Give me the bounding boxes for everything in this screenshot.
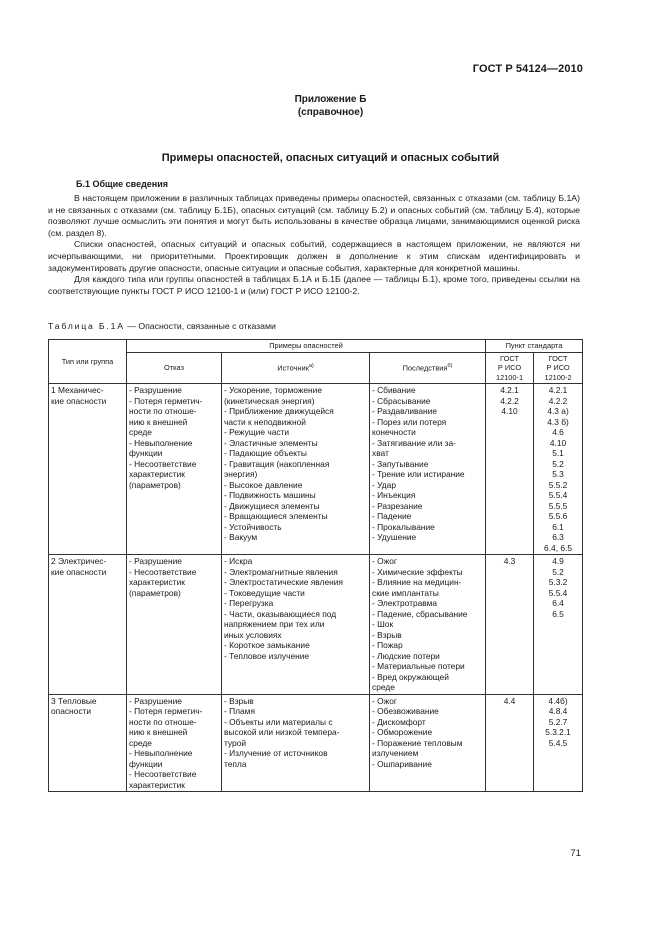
cell-std-12100-2 bbox=[534, 555, 583, 695]
cell-line: - Подвижность машины bbox=[224, 490, 316, 500]
table-caption-text: — Опасности, связанные с отказами bbox=[124, 321, 276, 331]
cell-std-12100-1 bbox=[486, 555, 534, 695]
cell-line: - Электростатические явления bbox=[224, 577, 343, 587]
cell-line: - Части, оказывающиеся под bbox=[224, 608, 337, 619]
cell-line: - Вращающиеся элементы bbox=[224, 511, 328, 521]
cell-line: ности по отноше- bbox=[129, 716, 197, 727]
cell-line: - Взрыв bbox=[372, 629, 402, 640]
cell-line: - Несоответствие bbox=[129, 769, 197, 779]
cell-line: - Сбрасывание bbox=[372, 395, 431, 406]
cell-line: - Обморожение bbox=[372, 727, 433, 737]
table-row bbox=[49, 694, 583, 792]
cell-line: 4.3 bbox=[503, 556, 516, 566]
cell-line: - Падение, сбрасывание bbox=[372, 608, 468, 619]
cell-line: 6.5 bbox=[552, 608, 564, 619]
cell-line: 5.2 bbox=[552, 458, 564, 469]
cell-line: 6.4 bbox=[552, 598, 564, 608]
header-consequence-note: б) bbox=[447, 363, 453, 370]
document-code: ГОСТ Р 54124—2010 bbox=[472, 63, 583, 75]
cell-line: 3 Тепловые bbox=[51, 695, 97, 706]
cell-line: высокой или низкой темпера- bbox=[224, 727, 340, 737]
appendix-title: Приложение Б bbox=[294, 94, 367, 105]
body-text bbox=[48, 193, 580, 297]
cell-line: - Химические эффекты bbox=[372, 566, 463, 577]
cell-line: функции bbox=[129, 448, 163, 458]
cell-line: - Сбивание bbox=[372, 385, 416, 395]
header-std-12100-1 bbox=[486, 352, 534, 384]
cell-line: (параметров) bbox=[129, 587, 181, 598]
cell-line: среде bbox=[372, 682, 395, 692]
cell-line: нию к внешней bbox=[129, 727, 188, 737]
cell-line: - Влияние на медицин- bbox=[372, 577, 462, 587]
cell-line: 4.2.2 bbox=[548, 395, 568, 406]
cell-line: 4.4б) bbox=[548, 695, 568, 706]
cell-line: - Потеря герметич- bbox=[129, 706, 203, 716]
cell-failure bbox=[127, 555, 222, 695]
header-consequence bbox=[370, 352, 486, 384]
cell-line: - Электромагнитные явления bbox=[224, 566, 338, 577]
cell-line: - Падение bbox=[372, 511, 412, 521]
cell-line: - Невыполнение bbox=[129, 748, 193, 758]
header-std1-line: Р ИСО bbox=[497, 363, 522, 372]
cell-line: - Излучение от источников bbox=[224, 748, 328, 758]
cell-line: ские имплантаты bbox=[372, 587, 439, 598]
cell-line: среде bbox=[129, 737, 152, 748]
cell-line: 4.10 bbox=[501, 406, 518, 416]
cell-line: - Ожог bbox=[372, 556, 397, 566]
cell-line: - Тепловое излучение bbox=[224, 650, 310, 661]
header-clause: Пункт стандарта bbox=[486, 340, 583, 353]
cell-line: турой bbox=[224, 737, 247, 748]
cell-line: 5.2.7 bbox=[548, 716, 568, 727]
cell-line: - Устойчивость bbox=[224, 521, 282, 532]
cell-line: - Режущие части bbox=[224, 427, 290, 437]
cell-line: - Разрушение bbox=[129, 695, 182, 706]
cell-line: - Электротравма bbox=[372, 598, 438, 608]
page-title: Примеры опасностей, опасных ситуаций и опасных событий bbox=[161, 152, 500, 164]
header-failure: Отказ bbox=[127, 352, 222, 384]
cell-line: 4.4 bbox=[503, 695, 516, 706]
cell-line: тепла bbox=[224, 758, 247, 769]
cell-line: - Обезвоживание bbox=[372, 706, 439, 716]
cell-line: части к неподвижной bbox=[224, 416, 306, 427]
header-source-note: а) bbox=[308, 363, 314, 370]
cell-line: (кинетическая энергия) bbox=[224, 395, 315, 406]
header-std1-line: ГОСТ bbox=[500, 353, 519, 363]
cell-line: 4.10 bbox=[549, 437, 567, 448]
cell-line: 4.2.1 bbox=[500, 385, 519, 395]
cell-line: - Шок bbox=[372, 619, 394, 629]
cell-line: излучением bbox=[372, 748, 419, 758]
cell-consequence bbox=[370, 555, 486, 695]
table-body bbox=[49, 384, 583, 792]
cell-line: - Высокое давление bbox=[224, 479, 303, 490]
header-std2-line: ГОСТ bbox=[548, 353, 568, 363]
cell-line: энергия) bbox=[224, 469, 258, 479]
cell-line: хват bbox=[372, 448, 389, 458]
cell-line: нию к внешней bbox=[129, 416, 188, 427]
cell-line: среде bbox=[129, 427, 152, 437]
cell-failure bbox=[127, 694, 222, 792]
cell-line: 4.9 bbox=[552, 556, 564, 566]
cell-line: - Потеря герметич- bbox=[129, 395, 203, 406]
cell-line: - Искра bbox=[224, 556, 253, 566]
cell-line: - Ускорение, торможение bbox=[224, 385, 323, 395]
cell-line: - Разрушение bbox=[129, 385, 182, 395]
cell-line: 5.5.4 bbox=[548, 587, 568, 598]
cell-source bbox=[222, 555, 370, 695]
header-source-label: Источник bbox=[277, 363, 309, 373]
cell-line: - Затягивание или за- bbox=[372, 437, 456, 448]
cell-line: - Вред окружающей bbox=[372, 671, 449, 682]
cell-line: - Эластичные элементы bbox=[224, 437, 318, 448]
cell-line: кие опасности bbox=[51, 566, 107, 577]
cell-line: - Вакуум bbox=[224, 532, 258, 542]
cell-line: - Порез или потеря bbox=[372, 416, 447, 427]
cell-consequence bbox=[370, 384, 486, 555]
cell-line: - Дискомфорт bbox=[372, 716, 426, 727]
cell-line: 4.2.2 bbox=[500, 395, 519, 406]
cell-line: 5.5.6 bbox=[548, 511, 568, 521]
cell-line: - Гравитация (накопленная bbox=[224, 458, 330, 469]
page-number: 71 bbox=[570, 848, 581, 859]
cell-line: 5.2 bbox=[552, 566, 564, 577]
cell-line: 5.4.5 bbox=[548, 737, 568, 748]
cell-line: - Несоответствие bbox=[129, 458, 197, 469]
appendix-heading bbox=[0, 93, 661, 119]
cell-line: - Приближение движущейся bbox=[224, 406, 334, 416]
cell-line: - Удушение bbox=[372, 532, 417, 542]
table-row bbox=[49, 555, 583, 695]
paragraph: В настоящем приложении в различных таблицах приведены примеры опасностей, связанных с отказами (см. таблицу Б.1А) и не связанных с отказами (см. таблицу Б.1Б), опасных ситуаций (см. таблицу Б.2) и опасных событий (см. таблицу Б.4), которые позволяют лучше осмыслить эти понятия и могут быть использованы в качестве образца лицами, занимающимися оценкой риска (см. раздел 8). bbox=[48, 193, 580, 238]
cell-line: - Прокалывание bbox=[372, 521, 435, 532]
cell-line: 5.3 bbox=[552, 469, 564, 479]
paragraph: Для каждого типа или группы опасностей в таблицах Б.1А и Б.1Б (далее — таблицы Б.1), кроме того, приведены ссылки на соответствующие пункты ГОСТ Р ИСО 12100-1 и (или) ГОСТ Р ИСО 12100-2. bbox=[48, 274, 580, 296]
hazards-table bbox=[48, 339, 583, 792]
cell-line: - Трение или истирание bbox=[372, 469, 465, 479]
cell-line: 6.3 bbox=[552, 532, 564, 542]
cell-type bbox=[49, 555, 127, 695]
cell-consequence bbox=[370, 694, 486, 792]
cell-line: функции bbox=[129, 758, 163, 769]
header-std2-line: 12100-2 bbox=[544, 372, 572, 382]
section-heading: Б.1 Общие сведения bbox=[76, 179, 169, 189]
cell-source bbox=[222, 384, 370, 555]
cell-line: 4.3 б) bbox=[547, 416, 569, 427]
cell-line: 4.3 а) bbox=[547, 406, 569, 416]
cell-line: 5.5.5 bbox=[548, 500, 568, 511]
cell-line: - Пожар bbox=[372, 640, 403, 650]
table-row bbox=[49, 384, 583, 555]
header-type: Тип или группа bbox=[49, 340, 127, 384]
cell-failure bbox=[127, 384, 222, 555]
cell-line: (параметров) bbox=[129, 479, 181, 490]
cell-line: характеристик bbox=[129, 779, 185, 790]
cell-line: 5.3.2.1 bbox=[545, 727, 571, 737]
cell-line: 4.6 bbox=[552, 427, 564, 437]
cell-line: - Движущиеся элементы bbox=[224, 500, 320, 511]
cell-line: - Объекты или материалы с bbox=[224, 716, 333, 727]
cell-line: 4.8.4 bbox=[548, 706, 568, 716]
cell-line: - Невыполнение bbox=[129, 437, 193, 448]
cell-line: конечности bbox=[372, 427, 416, 437]
cell-line: - Раздавливание bbox=[372, 406, 437, 416]
cell-line: - Инъекция bbox=[372, 490, 416, 500]
cell-line: - Перегрузка bbox=[224, 598, 274, 608]
header-examples: Примеры опасностей bbox=[127, 340, 486, 353]
cell-line: 5.3.2 bbox=[548, 577, 568, 587]
cell-line: 1 Механичес- bbox=[51, 385, 104, 395]
cell-line: - Взрыв bbox=[224, 695, 254, 706]
header-std-12100-2 bbox=[534, 352, 583, 384]
cell-line: - Пламя bbox=[224, 706, 255, 716]
cell-line: - Удар bbox=[372, 479, 396, 490]
header-std2-line: Р ИСО bbox=[546, 363, 570, 372]
cell-source bbox=[222, 694, 370, 792]
cell-std-12100-1 bbox=[486, 384, 534, 555]
cell-line: - Материальные потери bbox=[372, 661, 465, 671]
cell-type bbox=[49, 694, 127, 792]
cell-line: 6.4, 6.5 bbox=[544, 542, 572, 553]
cell-std-12100-1 bbox=[486, 694, 534, 792]
header-source bbox=[222, 352, 370, 384]
cell-line: иных условиях bbox=[224, 629, 282, 640]
cell-type bbox=[49, 384, 127, 555]
cell-line: - Разрезание bbox=[372, 500, 423, 511]
cell-line: - Ошпаривание bbox=[372, 758, 432, 769]
cell-line: 2 Электричес- bbox=[51, 556, 107, 566]
cell-line: 5.1 bbox=[552, 448, 564, 458]
cell-line: 5.5.4 bbox=[548, 490, 568, 500]
cell-line: - Токоведущие части bbox=[224, 587, 305, 598]
paragraph: Списки опасностей, опасных ситуаций и опасных событий, содержащиеся в настоящем приложении, не являются ни исчерпывающими, ни приоритетными. Проектировщик должен в дополнение к этим спискам идентифицировать и задокументировать другие опасности, опасные ситуации и опасные события, характерные для конкретной машины. bbox=[48, 239, 580, 273]
cell-line: - Людские потери bbox=[372, 650, 440, 661]
header-consequence-label: Последствия bbox=[402, 363, 448, 373]
cell-line: - Ожог bbox=[372, 695, 397, 706]
cell-line: 5.5.2 bbox=[548, 479, 568, 490]
table-caption-label: Таблица Б.1А bbox=[48, 321, 125, 331]
cell-line: 6.1 bbox=[552, 521, 564, 532]
cell-line: - Поражение тепловым bbox=[372, 737, 463, 748]
cell-line: ности по отноше- bbox=[129, 406, 197, 416]
cell-std-12100-2 bbox=[534, 694, 583, 792]
cell-std-12100-2 bbox=[534, 384, 583, 555]
cell-line: - Запутывание bbox=[372, 458, 429, 469]
cell-line: характеристик bbox=[129, 469, 185, 479]
cell-line: характеристик bbox=[129, 577, 185, 587]
cell-line: напряжением при тех или bbox=[224, 619, 325, 629]
cell-line: - Короткое замыкание bbox=[224, 640, 310, 650]
cell-line: - Несоответствие bbox=[129, 566, 197, 577]
header-std1-line: 12100-1 bbox=[495, 372, 524, 382]
cell-line: - Разрушение bbox=[129, 556, 182, 566]
cell-line: - Падающие объекты bbox=[224, 448, 307, 458]
cell-line: кие опасности bbox=[51, 395, 107, 406]
cell-line: 4.2.1 bbox=[548, 385, 568, 395]
appendix-subtitle: (справочное) bbox=[297, 107, 364, 118]
table-caption bbox=[48, 321, 276, 331]
cell-line: опасности bbox=[51, 706, 92, 716]
